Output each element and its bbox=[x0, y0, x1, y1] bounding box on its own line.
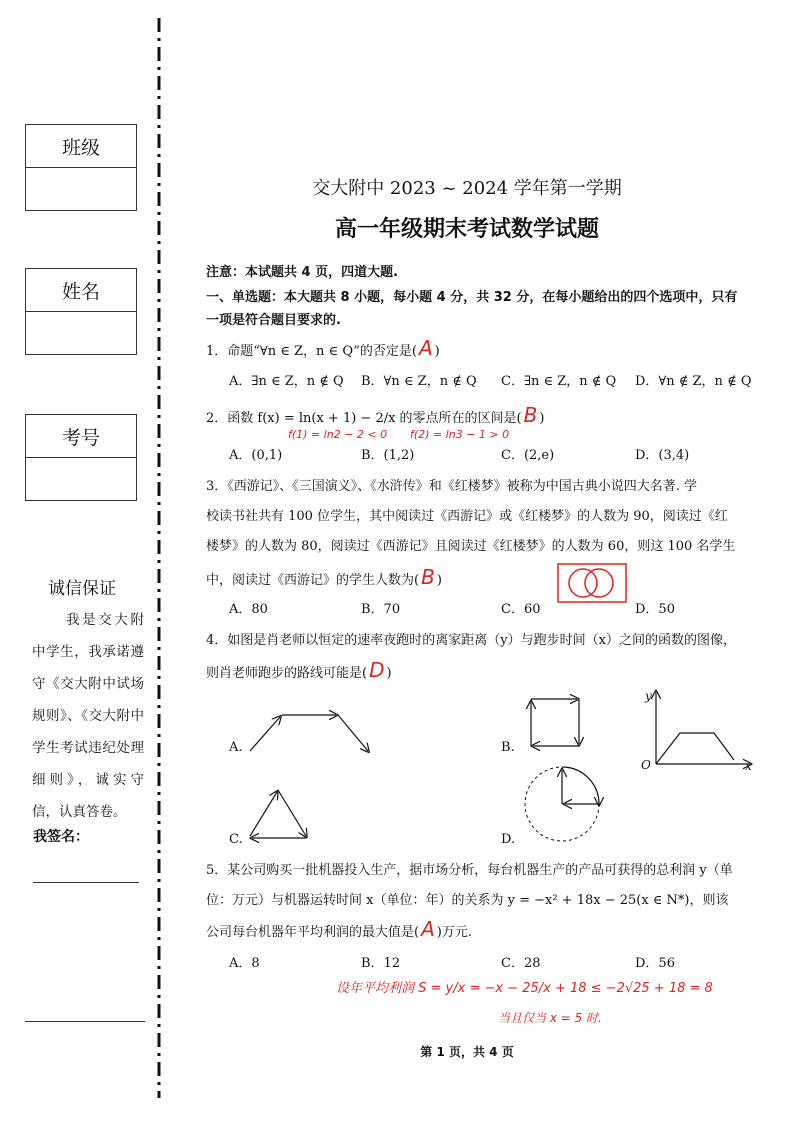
q2-answer: B bbox=[523, 403, 538, 427]
q3-line-2: 校读书社共有 100 位学生，其中阅读过《西游记》或《红楼梦》的人数为 90，阅读过《红 bbox=[206, 509, 728, 524]
q4-option-d-label: D. bbox=[501, 832, 516, 847]
q4-axis-x: x bbox=[745, 759, 752, 773]
q1-option-c: C．∃n ∈ Z，n ∉ Q bbox=[501, 374, 617, 389]
q2-note-2: f(2) = ln3 − 1 > 0 bbox=[410, 428, 510, 441]
q4-axis-o: O bbox=[641, 758, 651, 772]
q3-line-3: 楼梦》的人数为 80，阅读过《西游记》且阅读过《红楼梦》的人数为 60，则这 100 名学生 bbox=[206, 539, 736, 554]
q4-line-2 bbox=[206, 658, 392, 682]
q3-option-a: A．80 bbox=[229, 602, 268, 617]
exam-subtitle: 高一年级期末考试数学试题 bbox=[334, 217, 599, 242]
q5-option-c: C．28 bbox=[501, 956, 541, 971]
id-label: 考号 bbox=[26, 415, 136, 458]
q5-work-1: 设年平均利润 S = y/x = −x − 25/x + 18 ≤ −2√25 + 18 = 8 bbox=[336, 981, 713, 996]
pledge-title: 诚信保证 bbox=[48, 579, 116, 599]
q4-line-2-a: 则肖老师跑步的路线可能是( bbox=[206, 666, 368, 681]
q1-stem-a: 1．命题“∀n ∈ Z，n ∈ Q”的否定是( bbox=[206, 344, 417, 359]
q3-line-4 bbox=[206, 565, 442, 589]
q2-stem-b: ) bbox=[539, 411, 545, 426]
pledge-text: 我是交大附中学生，我承诺遵守《交大附中试场规则》、《交大附中学生考试违纪处理细则》，诚实守信，认真答卷。 bbox=[32, 612, 144, 820]
section1-line-b: 一项是符合题目要求的. bbox=[206, 313, 341, 328]
q5-option-d: D．56 bbox=[635, 956, 675, 971]
q5-line-3-b: )万元. bbox=[436, 925, 472, 940]
q3-option-c: C．60 bbox=[501, 602, 541, 617]
q2-stem bbox=[206, 403, 544, 427]
class-label: 班级 bbox=[26, 125, 136, 168]
q4-line-1: 4．如图是肖老师以恒定的速率夜跑时的离家距离（y）与跑步时间（x）之间的函数的图像， bbox=[206, 633, 736, 648]
name-label: 姓名 bbox=[26, 269, 136, 312]
q5-line-2: 位：万元）与机器运转时间 x（单位：年）的关系为 y = −x² + 18x − 25(x ∈ N*)，则该 bbox=[206, 893, 729, 908]
q3-line-4-a: 中，阅读过《西游记》的学生人数为( bbox=[206, 573, 420, 588]
name-field[interactable] bbox=[26, 312, 136, 354]
q2-option-a: A．(0,1) bbox=[229, 448, 283, 463]
exam-header-title: 交大附中 2023 ~ 2024 学年第一学期 bbox=[312, 178, 622, 199]
q2-option-b: B．(1,2) bbox=[361, 448, 415, 463]
sign-line-2 bbox=[25, 1021, 145, 1022]
id-box bbox=[25, 414, 137, 501]
q1-stem bbox=[206, 336, 440, 360]
q4-option-d-figure bbox=[520, 764, 610, 854]
q5-option-a: A．8 bbox=[229, 956, 260, 971]
name-box bbox=[25, 268, 137, 355]
q3-line-1: 3．《西游记》、《三国演义》、《水浒传》和《红楼梦》被称为中国古典小说四大名著. 学 bbox=[206, 479, 698, 494]
sign-line[interactable] bbox=[33, 882, 139, 883]
q5-line-3-a: 公司每台机器年平均利润的最大值是( bbox=[206, 925, 420, 940]
q3-option-b: B．70 bbox=[361, 602, 401, 617]
q4-line-2-b: ) bbox=[386, 666, 392, 681]
q3-line-4-b: ) bbox=[436, 573, 442, 588]
q1-stem-b: ) bbox=[434, 344, 440, 359]
q4-option-b-figure bbox=[525, 694, 589, 754]
q2-option-c: C．(2,e) bbox=[501, 448, 555, 463]
q3-answer: B bbox=[421, 565, 435, 589]
q4-option-a-figure bbox=[248, 705, 378, 765]
q4-option-c-label: C. bbox=[229, 832, 243, 847]
q5-answer: A bbox=[421, 917, 435, 941]
q5-line-1: 5．某公司购买一批机器投入生产，据市场分析，每台机器生产的产品可获得的总利润 y（单 bbox=[206, 863, 733, 878]
q1-option-a: A．∃n ∈ Z，n ∉ Q bbox=[229, 374, 344, 389]
q2-stem-a: 2．函数 f(x) = ln(x + 1) − 2/x 的零点所在的区间是( bbox=[206, 411, 522, 426]
q5-option-b: B．12 bbox=[361, 956, 401, 971]
page-footer: 第 1 页，共 4 页 bbox=[420, 1045, 514, 1059]
q2-option-d: D．(3,4) bbox=[635, 448, 690, 463]
q4-option-c-figure bbox=[246, 786, 316, 846]
q2-note-1: f(1) = ln2 − 2 < 0 bbox=[288, 428, 388, 441]
q1-option-d: D．∀n ∉ Z，n ∉ Q bbox=[635, 374, 752, 389]
q3-venn-sketch bbox=[557, 563, 627, 603]
q4-option-b-label: B. bbox=[501, 740, 515, 755]
id-field[interactable] bbox=[26, 458, 136, 500]
q1-option-b: B．∀n ∈ Z，n ∉ Q bbox=[361, 374, 477, 389]
q5-line-3 bbox=[206, 917, 472, 941]
note-line: 注意：本试题共 4 页，四道大题. bbox=[206, 265, 399, 280]
sign-label: 我签名： bbox=[33, 829, 89, 845]
section1-line-a: 一、单选题：本大题共 8 小题，每小题 4 分，共 32 分，在每小题给出的四个选项中，只有 bbox=[206, 290, 738, 305]
q4-option-a-label: A. bbox=[229, 740, 243, 755]
q3-option-d: D．50 bbox=[635, 602, 675, 617]
q1-answer: A bbox=[418, 336, 433, 360]
q4-answer: D bbox=[369, 658, 385, 682]
q5-work-2: 当且仅当 x = 5 时. bbox=[498, 1011, 602, 1025]
q4-axis-y: y bbox=[645, 689, 652, 703]
